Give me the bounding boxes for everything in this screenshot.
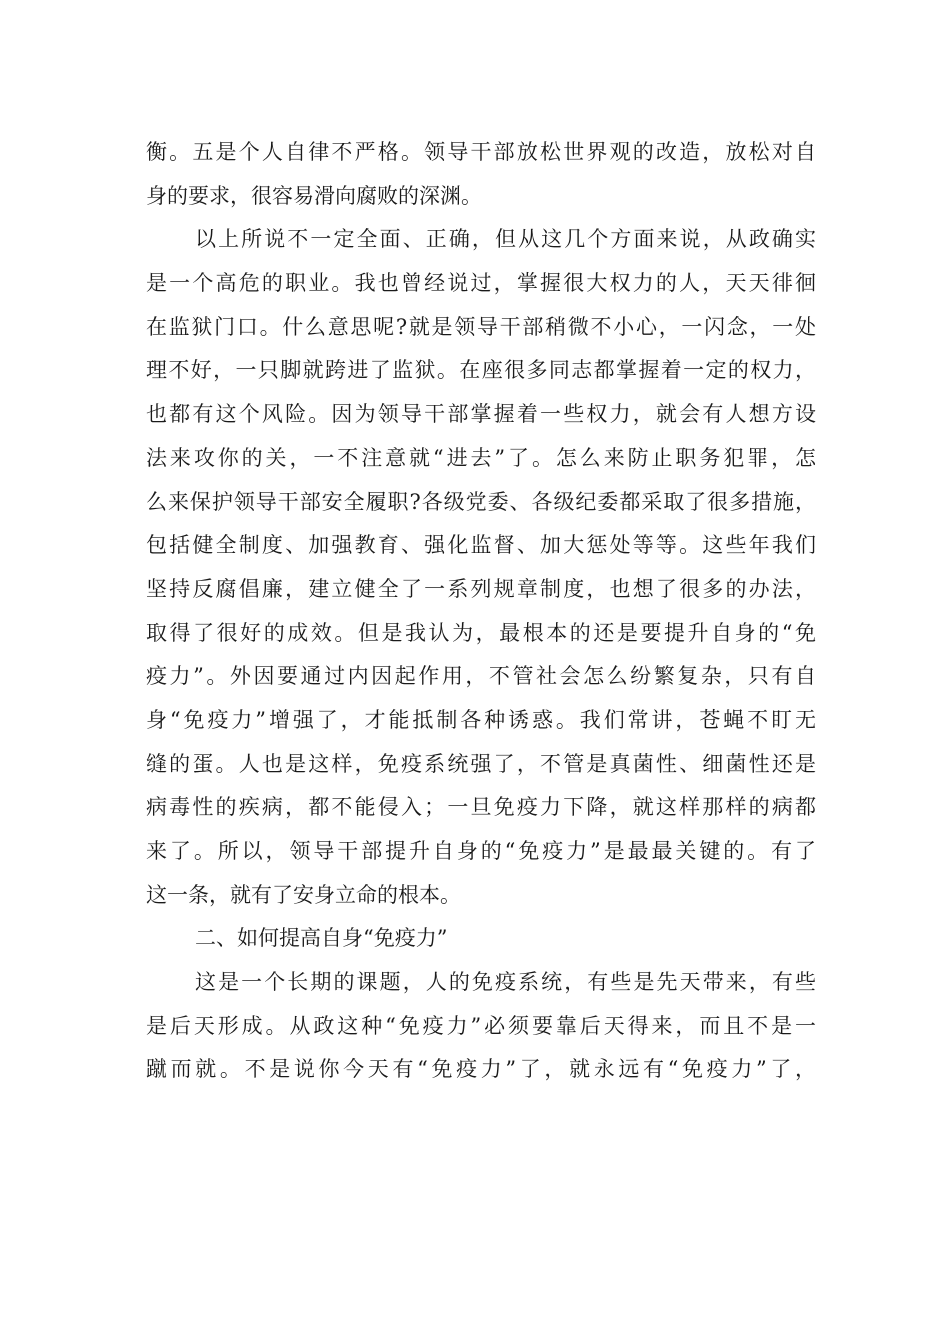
text-line: 身的要求，很容易滑向腐败的深渊。 xyxy=(146,183,482,208)
document-body xyxy=(146,131,816,1092)
text-line: 法来攻你的关，一不注意就“进去”了。怎么来防止职务犯罪，怎 xyxy=(146,445,816,470)
text-line: 疫力”。外因要通过内因起作用，不管社会怎么纷繁复杂，只有自 xyxy=(146,664,816,689)
text-line: 以上所说不一定全面、正确，但从这几个方面来说，从政确实 xyxy=(195,227,816,252)
text-line: 二、如何提高自身“免疫力” xyxy=(195,926,448,951)
text-line: 衡。五是个人自律不严格。领导干部放松世界观的改造，放松对自 xyxy=(146,140,816,164)
text-line: 取得了很好的成效。但是我认为，最根本的还是要提升自身的“免 xyxy=(146,620,816,645)
text-line: 是后天形成。从政这种“免疫力”必须要靠后天得来，而且不是一 xyxy=(146,1013,816,1038)
text-line: 蹴而就。不是说你今天有“免疫力”了，就永远有“免疫力”了， xyxy=(146,1057,816,1082)
text-line: 病毒性的疾病，都不能侵入；一旦免疫力下降，就这样那样的病都 xyxy=(146,795,816,820)
text-line: 缝的蛋。人也是这样，免疫系统强了，不管是真菌性、细菌性还是 xyxy=(146,751,816,776)
text-line: 么来保护领导干部安全履职?各级党委、各级纪委都采取了很多措施， xyxy=(146,489,816,514)
text-line: 是一个高危的职业。我也曾经说过，掌握很大权力的人，天天徘徊 xyxy=(146,271,816,296)
text-line: 这一条，就有了安身立命的根本。 xyxy=(146,882,461,907)
text-line: 理不好，一只脚就跨进了监狱。在座很多同志都掌握着一定的权力， xyxy=(146,358,816,383)
text-line: 身“免疫力”增强了，才能抵制各种诱惑。我们常讲，苍蝇不盯无 xyxy=(146,707,816,732)
text-line: 在监狱门口。什么意思呢?就是领导干部稍微不小心，一闪念，一处 xyxy=(146,314,816,339)
text-line: 坚持反腐倡廉，建立健全了一系列规章制度，也想了很多的办法， xyxy=(146,576,816,601)
text-line: 包括健全制度、加强教育、强化监督、加大惩处等等。这些年我们 xyxy=(146,533,816,558)
text-line: 也都有这个风险。因为领导干部掌握着一些权力，就会有人想方设 xyxy=(146,402,816,427)
text-line: 来了。所以，领导干部提升自身的“免疫力”是最最关键的。有了 xyxy=(146,839,816,863)
text-line: 这是一个长期的课题，人的免疫系统，有些是先天带来，有些 xyxy=(195,970,816,995)
